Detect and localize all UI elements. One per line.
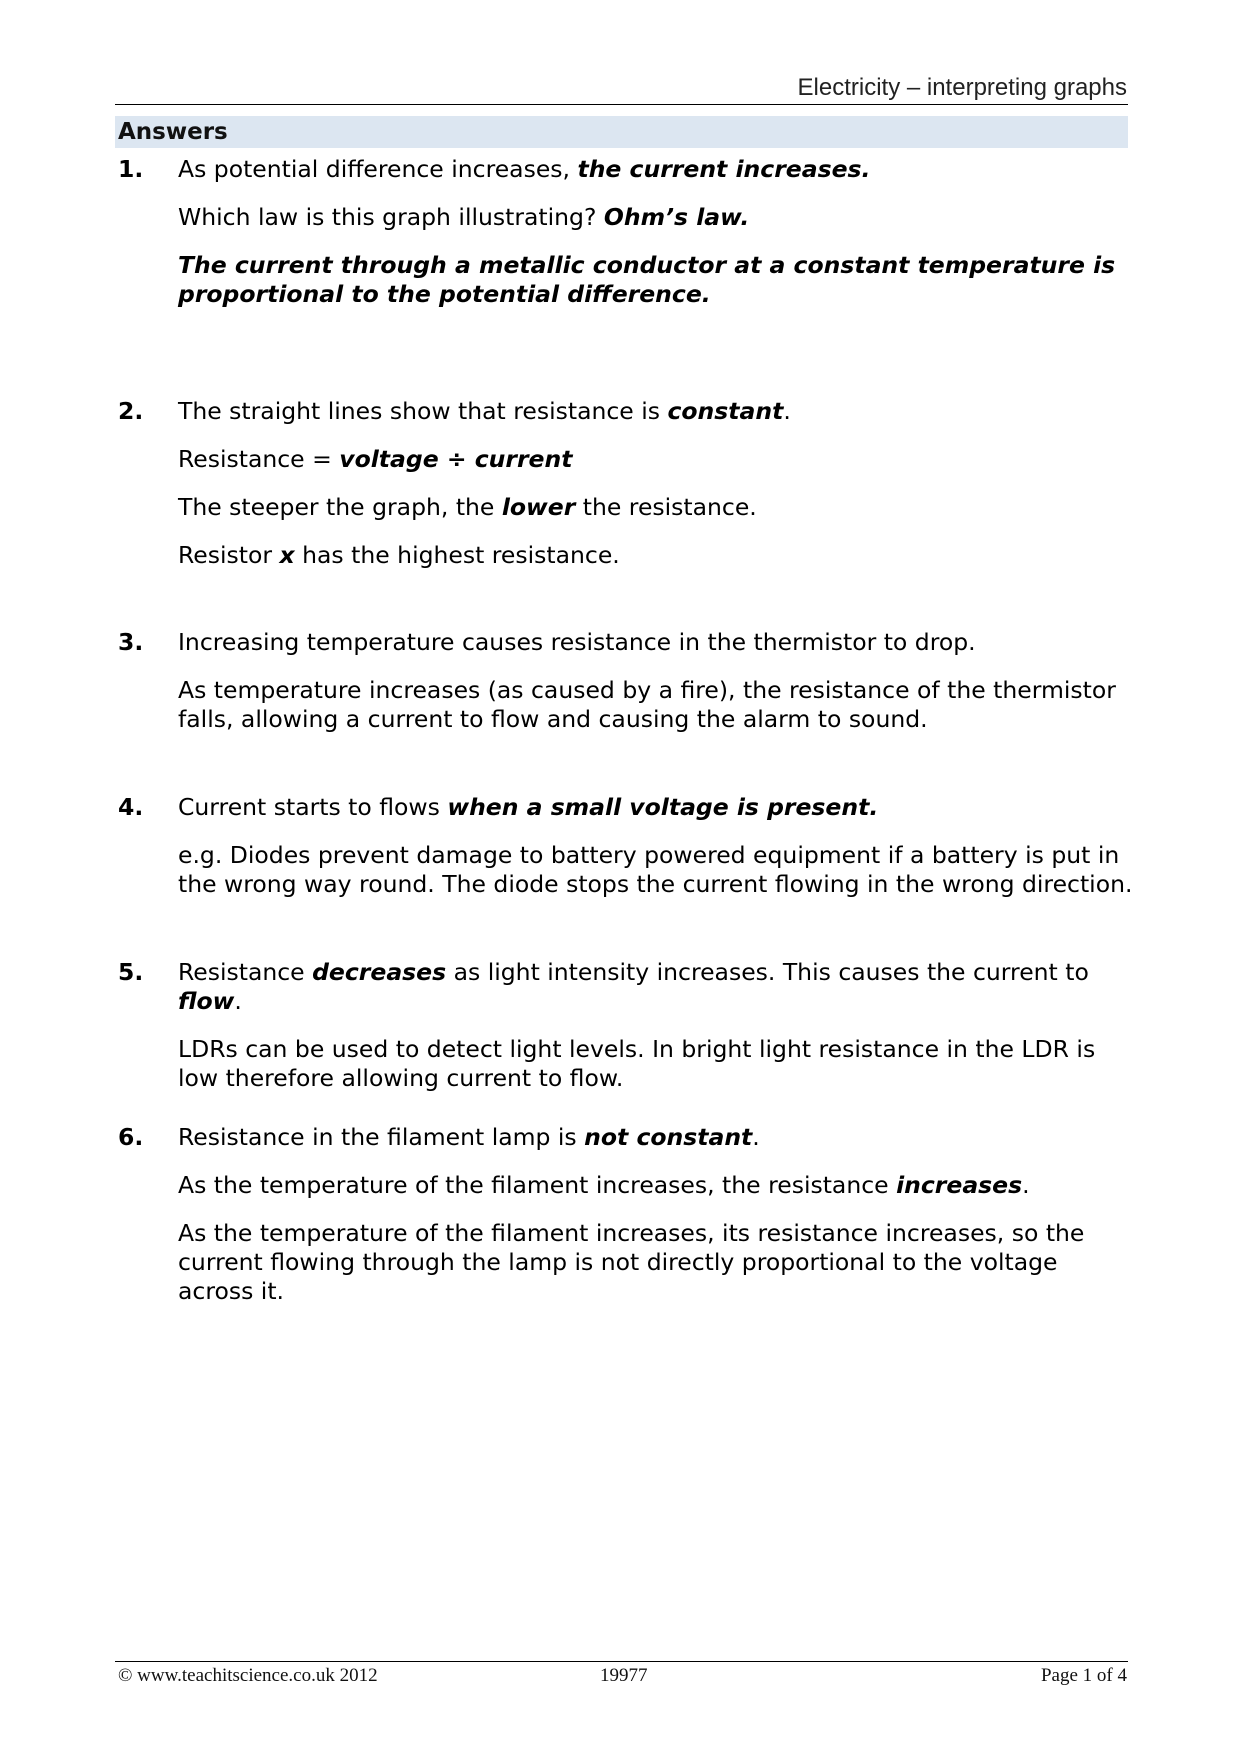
answer-paragraph <box>178 251 1133 309</box>
text-run: . <box>783 397 791 425</box>
emphasis-text: constant <box>667 397 784 425</box>
answer-number: 3. <box>118 628 144 656</box>
answer-paragraph <box>178 1171 1133 1200</box>
footer-resource-code: 19977 <box>600 1665 648 1686</box>
text-run: Resistance = <box>178 445 340 473</box>
text-run: The steeper the graph, the <box>178 493 502 521</box>
emphasis-text: Ohm’s law. <box>603 203 750 231</box>
answer-number: 6. <box>118 1123 144 1151</box>
answer-5 <box>118 958 1133 1112</box>
text-run: Resistor <box>178 541 280 569</box>
answer-paragraph <box>178 1123 1133 1152</box>
answer-number: 2. <box>118 397 144 425</box>
footer-copyright: © www.teachitscience.co.uk 2012 <box>118 1665 378 1686</box>
section-band <box>115 116 1128 148</box>
document-header-title: Electricity – interpreting graphs <box>797 74 1127 101</box>
footer-divider <box>115 1661 1128 1662</box>
emphasis-text: increases <box>896 1171 1023 1199</box>
section-title: Answers <box>118 119 228 145</box>
text-run: As potential difference increases, <box>178 155 578 183</box>
text-run: has the highest resistance. <box>294 541 620 569</box>
text-run: Resistance in the filament lamp is <box>178 1123 585 1151</box>
answer-1 <box>118 155 1133 328</box>
answer-paragraph: LDRs can be used to detect light levels. In bright light resistance in the LDR is low therefore allowing current to flow. <box>178 1035 1096 1092</box>
answer-paragraph <box>178 541 1133 570</box>
text-run: as light intensity increases. This causes the current to <box>446 958 1089 986</box>
answer-paragraph: Increasing temperature causes resistance in the thermistor to drop. <box>178 628 976 656</box>
emphasis-text: when a small voltage is present. <box>447 793 879 821</box>
emphasis-text: the current increases. <box>577 155 871 183</box>
answer-paragraph <box>178 958 1133 1016</box>
answer-4 <box>118 793 1133 918</box>
emphasis-text: not constant <box>584 1123 753 1151</box>
footer-page-number: Page 1 of 4 <box>1040 1665 1127 1686</box>
emphasis-text: x <box>279 541 295 569</box>
answer-paragraph: e.g. Diodes prevent damage to battery powered equipment if a battery is put in the wrong way round. The diode stops the current flowing in the wrong direction. <box>178 841 1133 898</box>
text-run: As the temperature of the filament increases, the resistance <box>178 1171 897 1199</box>
emphasis-text: voltage ÷ current <box>339 445 573 473</box>
answer-paragraph <box>178 493 1133 522</box>
answer-paragraph <box>178 155 1133 184</box>
answer-number: 4. <box>118 793 144 821</box>
answer-2 <box>118 397 1133 589</box>
text-run: . <box>752 1123 760 1151</box>
text-run: . <box>234 987 242 1015</box>
answer-paragraph <box>178 793 1133 822</box>
answer-number: 1. <box>118 155 144 183</box>
answer-3 <box>118 628 1133 753</box>
header-divider <box>115 104 1128 105</box>
emphasis-text: lower <box>501 493 576 521</box>
answer-paragraph <box>178 397 1133 426</box>
text-run: The straight lines show that resistance is <box>178 397 668 425</box>
text-run: . <box>1022 1171 1030 1199</box>
answer-6 <box>118 1123 1133 1325</box>
text-run: Resistance <box>178 958 313 986</box>
answer-paragraph <box>178 203 1133 232</box>
answer-paragraph <box>178 445 1133 474</box>
emphasis-text: The current through a metallic conductor at a constant temperature is proportional to the potential difference. <box>178 251 1116 308</box>
emphasis-text: flow <box>178 987 235 1015</box>
emphasis-text: decreases <box>312 958 447 986</box>
text-run: Current starts to flows <box>178 793 448 821</box>
answer-number: 5. <box>118 958 144 986</box>
answer-paragraph: As the temperature of the filament increases, its resistance increases, so the current flowing through the lamp is not directly proportional to the voltage across it. <box>178 1219 1085 1305</box>
text-run: the resistance. <box>575 493 757 521</box>
text-run: Which law is this graph illustrating? <box>178 203 604 231</box>
answer-paragraph: As temperature increases (as caused by a fire), the resistance of the thermistor falls, allowing a current to flow and causing the alarm to sound. <box>178 676 1116 733</box>
